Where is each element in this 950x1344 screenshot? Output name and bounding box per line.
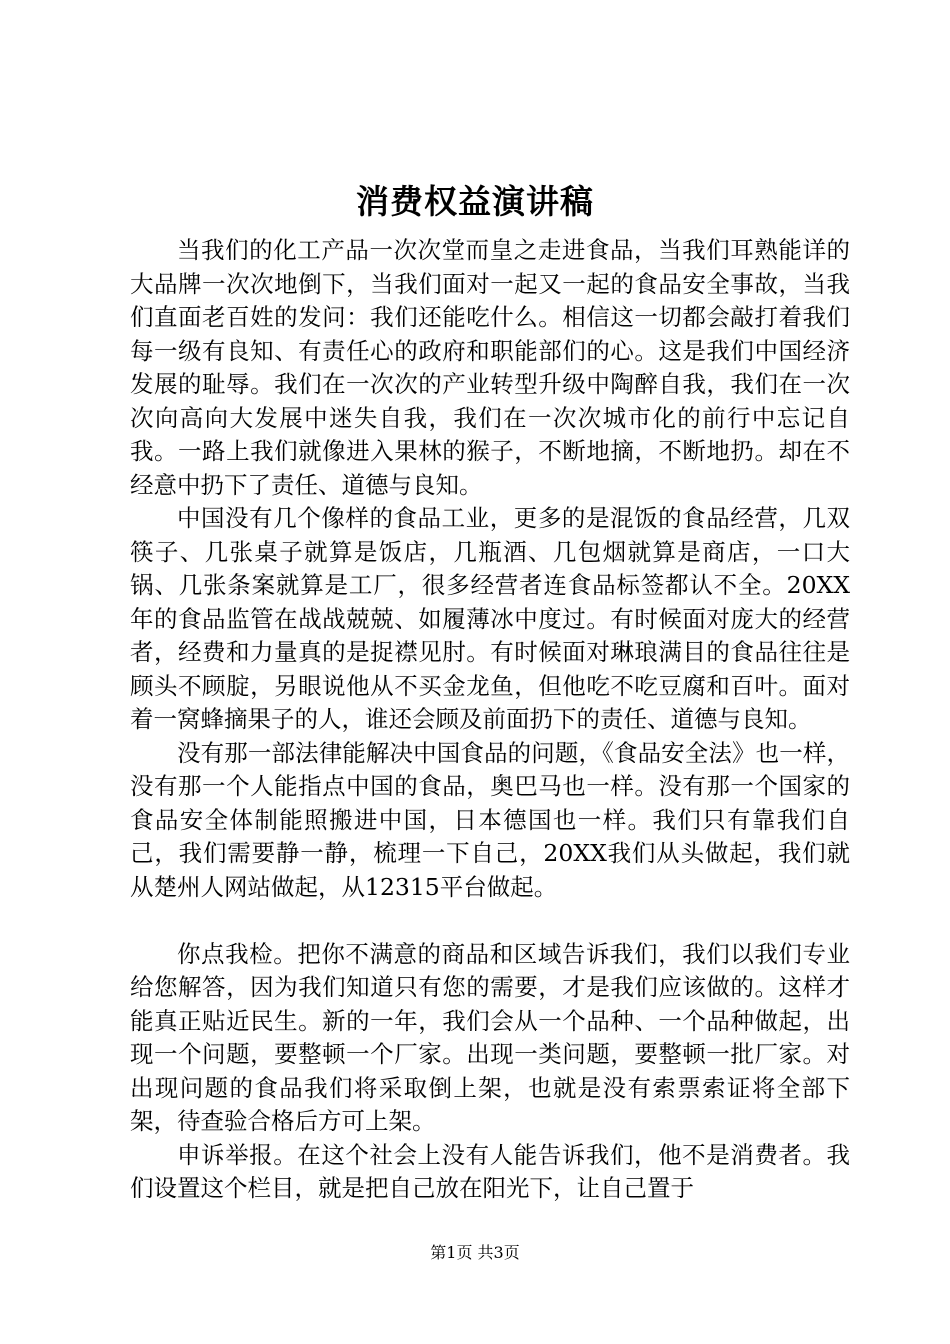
paragraph-2: 中国没有几个像样的食品工业，更多的是混饭的食品经营，几双筷子、几张桌子就算是饭店，几瓶酒、几包烟就算是商店，一口大锅、几张条案就算是工厂，很多经营者连食品标签都认不全。20XX年的食品监管在战战兢兢、如履薄冰中度过。有时候面对庞大的经营者，经费和力量真的是捉襟见肘。有时候面对琳琅满目的食品往往是顾头不顾腚，另眼说他从不买金龙鱼，但他吃不吃豆腐和百叶。面对着一窝蜂摘果子的人，谁还会顾及前面扔下的责任、道德与良知。 [130, 504, 850, 733]
paragraph-3: 没有那一部法律能解决中国食品的问题，《食品安全法》也一样，没有那一个人能指点中国的食品，奥巴马也一样。没有那一个国家的食品安全体制能照搬进中国，日本德国也一样。我们只有靠我们自己，我们需要静一静，梳理一下自己，20XX我们从头做起，我们就从楚州人网站做起，从12315平台做起。 [130, 738, 850, 901]
paragraph-1: 当我们的化工产品一次次堂而皇之走进食品，当我们耳熟能详的大品牌一次次地倒下，当我们面对一起又一起的食品安全事故，当我们直面老百姓的发问：我们还能吃什么。相信这一切都会敲打着我们每一级有良知、有责任心的政府和职能部们的心。这是我们中国经济发展的耻辱。我们在一次次的产业转型升级中陶醉自我，我们在一次次向高向大发展中迷失自我，我们在一次次城市化的前行中忘记自我。一路上我们就像进入果林的猴子，不断地摘，不断地扔。却在不经意中扔下了责任、道德与良知。 [130, 236, 850, 499]
paragraph-5: 申诉举报。在这个社会上没有人能告诉我们，他不是消费者。我们设置这个栏目，就是把自己放在阳光下，让自己置于 [130, 1140, 850, 1202]
page-number-footer: 第1页 共3页 [430, 1243, 520, 1262]
document-title: 消费权益演讲稿 [356, 182, 594, 221]
paragraph-spacer [130, 904, 850, 938]
paragraph-4: 你点我检。把你不满意的商品和区域告诉我们，我们以我们专业给您解答，因为我们知道只有您的需要，才是我们应该做的。这样才能真正贴近民生。新的一年，我们会从一个品种、一个品种做起，出现一个问题，要整顿一个厂家。出现一类问题，要整顿一批厂家。对出现问题的食品我们将采取倒上架，也就是没有索票索证将全部下架，待查验合格后方可上架。 [130, 939, 850, 1135]
document-body [130, 234, 850, 1206]
